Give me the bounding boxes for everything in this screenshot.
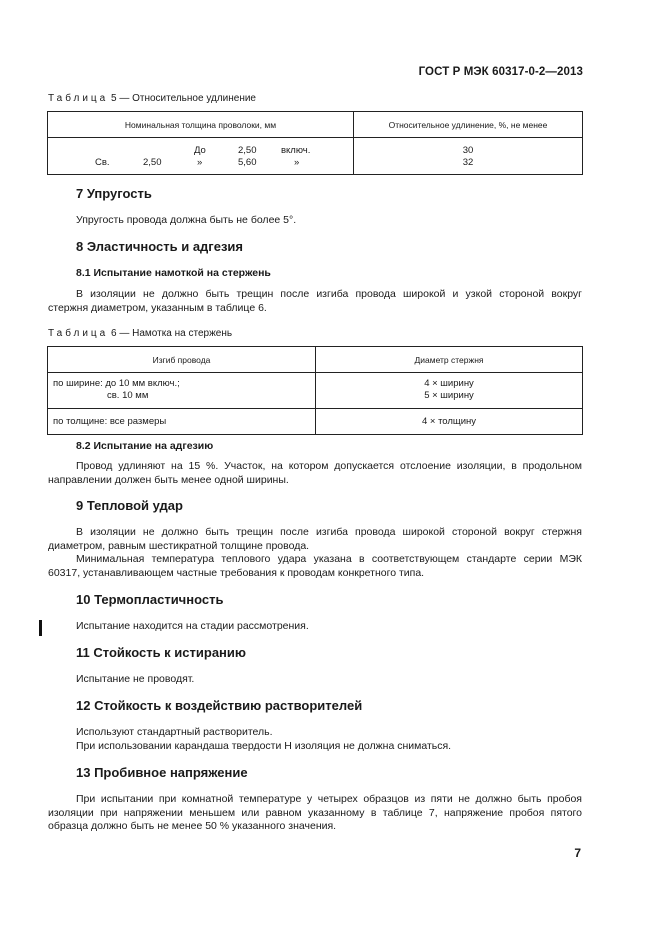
table6-row2	[48, 409, 583, 435]
section7-text: Упругость провода должна быть не более 5°.	[76, 214, 297, 226]
page-number: 7	[574, 846, 581, 860]
section12-line1: Используют стандартный растворитель.	[76, 726, 273, 738]
t5-r1-a: До	[194, 145, 206, 156]
s82-line1: Провод удлиняют на 15 %. Участок, на котором допускается отслоение изоляции, в продольном	[76, 460, 582, 472]
section82-paragraph	[48, 460, 582, 487]
s9-line2: диаметром, равным шестикратной толщине провода.	[48, 539, 310, 552]
table6	[47, 346, 583, 435]
t6-r1-c2	[316, 373, 583, 409]
section10-text: Испытание находится на стадии рассмотрения.	[76, 620, 309, 632]
table5	[47, 111, 583, 175]
table5-col2-header: Относительное удлинение, %, не менее	[354, 112, 583, 138]
s81-line1: В изоляции не должно быть трещин после изгиба провода широкой и узкой стороной вокруг	[76, 288, 582, 300]
section8-title: 8 Эластичность и адгезия	[76, 239, 243, 254]
s13-line3: образца должно быть не менее 50 % указанного значения.	[48, 820, 337, 832]
section9-paragraph	[48, 526, 582, 580]
s13-line2: изоляции при напряжении меньшем или равном указанному в таблице 7, напряжение пробоя пятого	[48, 806, 582, 819]
table5-caption-word: Таблица	[48, 93, 109, 104]
section11-title: 11 Стойкость к истиранию	[76, 645, 246, 660]
s9-line4: 60317, устанавливающем частные требования к проводам конкретного типа.	[48, 566, 425, 579]
table6-header-row	[48, 347, 583, 373]
t5-r2-prefix: Св.	[95, 157, 110, 168]
t6-r1-c2-l2: 5 × ширину	[424, 390, 474, 401]
s13-line1: При испытании при комнатной температуре у четырех образцов из пяти не должно быть пробоя	[76, 793, 582, 805]
t5-r2-to: 5,60	[238, 157, 257, 168]
table6-col1-header: Изгиб провода	[48, 347, 316, 373]
section82-title: 8.2 Испытание на адгезию	[76, 440, 214, 452]
table6-caption	[48, 328, 232, 339]
s82-line2: направлении должен быть менее одной ширины.	[48, 473, 289, 486]
table6-col2-header: Диаметр стержня	[316, 347, 583, 373]
t5-r1-b: 2,50	[238, 145, 257, 156]
table5-elongation-cell	[354, 138, 583, 175]
t6-r1-c1-l2: св. 10 мм	[107, 390, 149, 401]
t5-r1-value: 30	[462, 145, 474, 156]
table6-caption-text: 6 — Намотка на стержень	[111, 328, 233, 339]
section13-paragraph	[48, 793, 582, 834]
s9-line3: Минимальная температура теплового удара указана в соответствующем стандарте серии МЭК	[76, 553, 582, 565]
section11-text: Испытание не проводят.	[76, 673, 195, 685]
section12-title: 12 Стойкость к воздействию растворителей	[76, 698, 363, 713]
t6-r1-c1	[48, 373, 316, 409]
t5-r1-c: включ.	[281, 145, 311, 156]
table5-caption-text: 5 — Относительное удлинение	[111, 93, 256, 104]
t6-r2-c1: по толщине: все размеры	[48, 409, 316, 435]
t6-r1-c2-l1: 4 × ширину	[424, 378, 474, 389]
table5-header-row	[48, 112, 583, 138]
t5-r2-q1: »	[197, 157, 203, 168]
table5-caption	[48, 93, 256, 104]
table5-col1-header: Номинальная толщина проволоки, мм	[48, 112, 354, 138]
section12-line2: При использовании карандаша твердости Н изоляция не должна сниматься.	[76, 740, 452, 752]
change-bar-marker	[39, 620, 42, 636]
t5-r2-q2: »	[294, 157, 300, 168]
section81-paragraph	[48, 288, 582, 315]
section7-title: 7 Упругость	[76, 186, 152, 201]
table6-row1	[48, 373, 583, 409]
table6-caption-word: Таблица	[48, 328, 109, 339]
section10-title: 10 Термопластичность	[76, 592, 224, 607]
t5-r2-value: 32	[462, 157, 474, 168]
t6-r2-c2: 4 × толщину	[316, 409, 583, 435]
s9-line1: В изоляции не должно быть трещин после изгиба провода широкой стороной вокруг стержня	[76, 526, 582, 538]
document-header: ГОСТ Р МЭК 60317-0-2—2013	[418, 66, 583, 78]
table5-thickness-cell	[48, 138, 354, 175]
section81-title: 8.1 Испытание намоткой на стержень	[76, 267, 271, 279]
table5-body-row	[48, 138, 583, 175]
s81-line2: стержня диаметром, указанным в таблице 6.	[48, 301, 267, 314]
t5-r2-from: 2,50	[143, 157, 162, 168]
t6-r1-c1-l1: по ширине: до 10 мм включ.;	[53, 378, 180, 389]
section9-title: 9 Тепловой удар	[76, 498, 183, 513]
section13-title: 13 Пробивное напряжение	[76, 765, 248, 780]
